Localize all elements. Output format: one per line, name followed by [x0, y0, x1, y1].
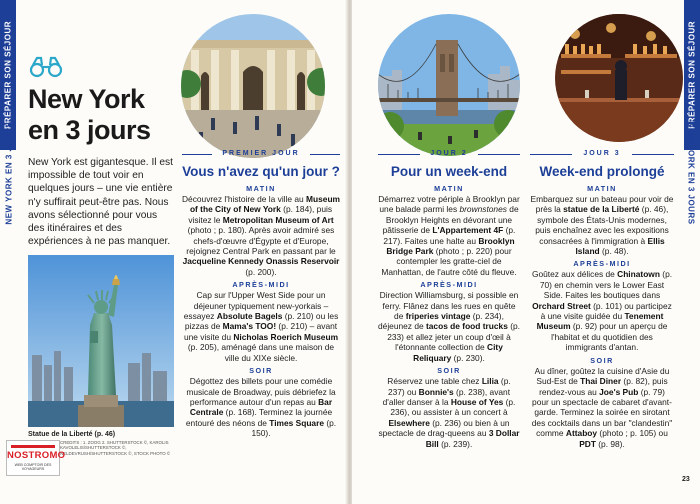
section-title: APRÈS-MIDI — [573, 259, 631, 269]
place-name: Attaboy — [565, 428, 598, 439]
text-run: Au dîner, goûtez la cuisine d'Asie du Sud-Est de — [534, 365, 670, 387]
day-3-column — [530, 164, 674, 449]
left-section-tab: PRÉPARER SON SÉJOUR — [0, 0, 16, 150]
place-name: L'Appartement 4F — [432, 225, 504, 236]
text-run: (p. 236), ou assister à un concert à — [390, 396, 516, 418]
place-name: Brooklyn Bridge Park — [386, 235, 515, 257]
section-text — [182, 194, 340, 277]
intro-text: New York est gigantesque. Il est impossible de tout voir en quelques jours – une vie entière n'y suffirait peut-être pas. Nous avons sélectionné pour vous des itinéraires et des expériences à ne pas manquer. — [28, 157, 173, 248]
text-run: (p. 200). — [245, 266, 277, 277]
day-label-2: JOUR 2 — [378, 150, 520, 160]
text-run: (p. 217). Faites une halte au — [383, 225, 516, 246]
text-run: (p. 210) – avant une visite du — [183, 321, 338, 342]
place-name: Jacqueline Kennedy Onassis Reservoir — [182, 256, 340, 267]
cocktail-bar-photo — [555, 14, 683, 142]
place-name: Joe's Pub — [599, 386, 639, 397]
emphasis: brownstones — [459, 204, 507, 215]
section-title: SOIR — [590, 355, 614, 365]
text-run: Découvrez l'histoire de la ville au — [182, 194, 307, 204]
place-name: Nicholas Roerich Museum — [233, 331, 339, 342]
text-run: Embarquez sur un bateau pour voir de près la — [530, 194, 674, 215]
place-name: Times Square — [269, 417, 325, 428]
text-run: (p. 205), aménagé dans une maison de ville du XIXe siècle. — [187, 342, 335, 363]
place-name: Bar Centrale — [189, 396, 333, 418]
day-3-heading: Week-end prolongé — [539, 164, 665, 179]
metropolitan-museum-photo — [181, 14, 325, 158]
section-title: MATIN — [246, 184, 276, 193]
place-name: Absolute Bagels — [216, 311, 283, 322]
statue-of-liberty-photo — [28, 255, 174, 427]
section-text — [378, 290, 520, 363]
section-title: MATIN — [587, 184, 617, 193]
text-run: (p. 237) ou — [387, 376, 511, 397]
place-name: Orchard Street — [532, 300, 591, 311]
place-name: Metropolitan Museum of Art — [222, 214, 334, 225]
text-run: (p. 210) ou les pizzas de — [184, 311, 339, 332]
text-run: (p. 233) et allez jeter un coup d'œil à l'étonnante collection de — [387, 321, 520, 353]
section-title: SOIR — [249, 366, 273, 376]
day-2-heading: Pour un week-end — [390, 164, 508, 179]
day-1-column — [182, 164, 340, 439]
section-title: APRÈS-MIDI — [420, 280, 478, 290]
place-name: tacos de food trucks — [425, 321, 508, 332]
place-name: PDT — [579, 438, 596, 449]
day-2-column — [378, 164, 520, 449]
day-label-3: JOUR 3 — [530, 150, 674, 160]
section-title: APRÈS-MIDI — [232, 280, 290, 290]
text-run: (p. 230). — [451, 352, 485, 363]
place-name: Bonnie's — [418, 386, 454, 397]
text-run: Goûtez aux délices de — [531, 269, 618, 280]
text-run: (p. 98). — [595, 438, 625, 449]
section-text — [182, 376, 340, 438]
photo-credits: CREDITS : 1. ZOOG 2. SHUTTERSTOCK ©, KAROLIS KAVOLELIS/SHUTTERSTOCK ©, NELDEVRUSH/SHUTTERSTOCK ©, STOCK PHOTO © — [60, 440, 171, 456]
place-name: Lilia — [481, 376, 499, 387]
place-name: Chinatown — [617, 269, 660, 280]
page-number: 23 — [682, 476, 690, 483]
text-run: (p. 92) pour un aperçu de l'habitat et du quotidien des immigrants d'antan. — [551, 321, 668, 353]
text-run: (p. 101) ou participez à une visite guidée du — [540, 300, 672, 322]
place-name: House of Yes — [450, 396, 504, 407]
place-name: Mama's TOO! — [222, 321, 277, 332]
text-run: (p. 82), puis rendez-vous au — [539, 376, 668, 397]
place-name: Tenement Museum — [536, 311, 664, 332]
text-run: (p. 238), avant d'aller danser à la — [382, 386, 511, 407]
place-name: statue de la Liberté — [563, 204, 640, 215]
place-name: Thai Diner — [580, 376, 622, 387]
text-run: (photo ; p. 220) pour contempler les gratte-ciel de Manhattan, de l'autre côté du fleuve. — [381, 246, 517, 277]
day-1-heading: Vous n'avez qu'un jour ? — [182, 164, 340, 179]
place-name: Elsewhere — [388, 417, 430, 428]
text-run: (p. 79) pour un spectacle de cabaret d'avant-garde. Terminez la soirée en sirotant des cocktails dans un bar "clandestin" comme — [531, 386, 673, 439]
day-label-1: PREMIER JOUR — [182, 150, 340, 160]
text-run: (photo ; p. 180). Après avoir admiré ses chefs-d'œuvre d'Égypte et d'Europe, rejoignez Central Park en passant par le — [186, 225, 336, 257]
text-run: (p. 168). Terminez la journée entouré des néons de — [185, 407, 333, 428]
text-run: Cap sur l'Upper West Side pour un déjeuner typiquement new-yorkais – essayez — [183, 290, 329, 322]
right-section-tab: PRÉPARER SON SÉJOUR — [684, 0, 700, 150]
section-text — [378, 376, 520, 449]
text-run: (p. 48). — [599, 246, 629, 257]
text-run: (p. 239). — [438, 438, 473, 449]
place-name: Ellis Island — [575, 235, 665, 257]
place-name: City Reliquary — [413, 342, 503, 363]
text-run: Réservez une table chez — [387, 376, 482, 387]
section-text — [182, 290, 340, 363]
place-name: Museum of the City of New York — [189, 194, 341, 215]
section-text — [378, 194, 520, 277]
section-title: SOIR — [437, 366, 461, 376]
left-running-head: NEW YORK EN 3 JOURS — [4, 121, 14, 225]
text-run: (photo ; p. 105) ou — [597, 428, 668, 439]
text-run: (p. 184), puis visitez le — [188, 204, 333, 225]
place-name: friperies vintage — [405, 311, 471, 322]
text-run: (p. 150). — [251, 417, 337, 439]
text-run: (p. 46), symbole des États-Unis modernes, puis enchaînez avec les expositions consacrées à l'immigration à — [535, 204, 669, 246]
photo-caption: Statue de la Liberté (p. 46) — [28, 431, 116, 438]
text-run: Direction Williamsburg, si possible en ferry. Flânez dans les rues en quête de — [379, 290, 519, 322]
section-text — [530, 366, 674, 449]
text-run: (p. 234), déjeunez de — [378, 311, 504, 332]
text-run: (p. 70) en chemin vers le Lower East Side. Faites les boutiques dans — [539, 269, 673, 301]
text-run: (p. 236) ou bien à un spectacle de drag-queens au — [378, 417, 510, 439]
left-page — [0, 0, 348, 504]
right-running-head: NEW YORK EN 3 JOURS — [686, 121, 696, 225]
section-text — [530, 269, 674, 352]
page-title: New York en 3 jours — [28, 84, 151, 145]
nostromo-logo: NOSTROMO WEB COMPTOIR DES VOYAGEURS — [6, 440, 60, 476]
section-title: MATIN — [434, 184, 464, 193]
text-run: Démarrez votre périple à Brooklyn par une balade parmi les — [378, 194, 520, 215]
binoculars-icon — [28, 56, 64, 78]
place-name: 3 Dollar Bill — [425, 428, 520, 449]
brooklyn-bridge-photo — [378, 14, 520, 156]
section-text — [530, 194, 674, 256]
text-run: Dégottez des billets pour une comédie musicale de Broadway, puis débriefez la performance autour d'un repas au — [186, 376, 336, 407]
text-run: de Brooklyn Heights en dévorant une pâtisserie de — [382, 204, 519, 236]
